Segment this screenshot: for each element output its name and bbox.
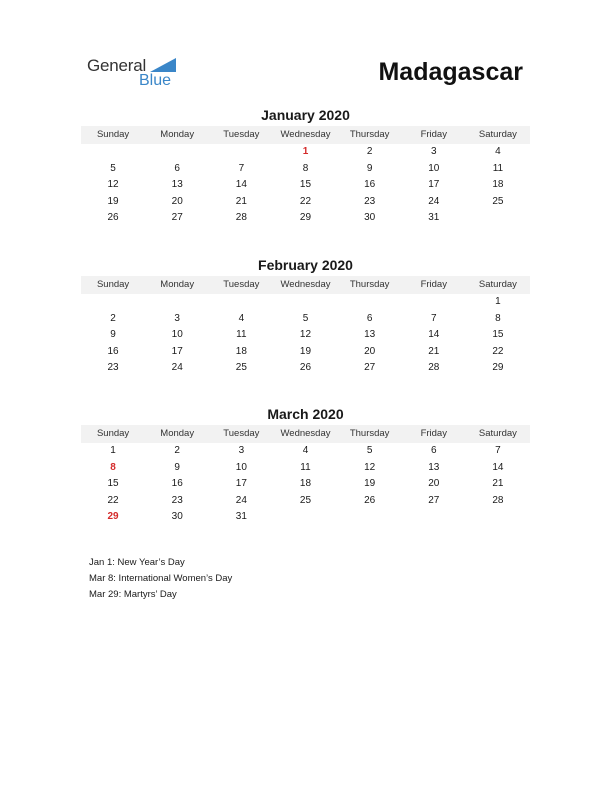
day-cell: 2	[110, 312, 116, 324]
day-cell: 28	[235, 212, 247, 224]
holiday-note: Jan 1: New Year’s Day	[89, 557, 185, 568]
week-row	[81, 443, 530, 460]
day-cell: 27	[428, 494, 440, 506]
weekday-label: Wednesday	[280, 129, 331, 140]
day-cell: 6	[174, 162, 180, 174]
day-cell: 25	[492, 195, 504, 207]
day-cell	[273, 509, 337, 526]
day-cell: 14	[492, 461, 504, 473]
day-cell: 29	[299, 212, 312, 224]
weekday-label: Thursday	[349, 279, 390, 290]
weekday-label: Monday	[160, 129, 195, 140]
day-cell: 13	[171, 179, 183, 191]
day-cell: 2	[174, 445, 180, 456]
month-march	[81, 405, 530, 526]
weekday-label: Saturday	[478, 279, 517, 290]
day-cell: 10	[171, 329, 183, 341]
day-cell: 6	[366, 312, 373, 324]
week-row	[81, 194, 530, 211]
holiday-notes	[89, 555, 232, 603]
day-cell: 12	[364, 461, 376, 473]
day-cell: 10	[235, 461, 247, 473]
weekday-label: Saturday	[478, 428, 517, 439]
day-cell: 14	[428, 329, 440, 341]
day-cell: 3	[238, 445, 245, 456]
weekday-label: Monday	[160, 428, 195, 439]
day-cell: 27	[364, 362, 376, 374]
week-row	[81, 360, 530, 377]
month-title: January 2020	[261, 107, 350, 123]
country-title: Madagascar	[378, 58, 523, 86]
day-cell: 29	[492, 362, 504, 374]
day-cell: 16	[107, 345, 119, 357]
day-cell: 4	[495, 146, 501, 157]
week-row	[81, 327, 530, 344]
day-cell: 8	[110, 461, 116, 473]
day-cell: 31	[428, 212, 440, 224]
day-cell: 9	[366, 162, 373, 174]
weekday-label: Friday	[420, 428, 447, 439]
day-cell: 5	[366, 445, 373, 456]
day-cell: 16	[171, 478, 183, 490]
day-cell: 11	[236, 329, 247, 341]
logo-triangle-icon	[150, 58, 176, 72]
day-cell: 10	[428, 162, 440, 174]
day-cell: 3	[174, 312, 180, 324]
day-cell: 17	[428, 179, 440, 191]
weekday-label: Wednesday	[280, 279, 331, 290]
day-cell: 22	[492, 345, 504, 357]
weekday-label: Friday	[420, 279, 447, 290]
day-cell: 2	[366, 146, 373, 157]
day-cell	[145, 294, 209, 311]
holiday-note: Mar 29: Martyrs’ Day	[89, 589, 177, 600]
month-title: February 2020	[258, 257, 353, 273]
day-cell: 5	[302, 312, 309, 324]
day-cell: 18	[299, 478, 312, 490]
day-cell: 28	[428, 362, 440, 374]
day-cell	[338, 294, 402, 311]
day-cell: 8	[495, 312, 501, 324]
day-cell: 22	[107, 494, 119, 506]
day-cell: 26	[107, 212, 119, 224]
week-row	[81, 161, 530, 178]
day-cell: 20	[364, 345, 376, 357]
day-cell: 17	[171, 345, 183, 357]
weekday-label: Sunday	[96, 129, 130, 140]
day-cell: 4	[238, 312, 245, 324]
day-cell: 9	[110, 329, 116, 341]
day-cell: 22	[299, 195, 312, 207]
week-row	[81, 144, 530, 161]
day-cell	[338, 509, 402, 526]
day-cell	[81, 294, 145, 311]
day-cell: 15	[107, 478, 119, 490]
day-cell: 27	[171, 212, 183, 224]
day-cell: 24	[235, 494, 247, 506]
day-cell: 20	[428, 478, 440, 490]
logo-general-text: General	[87, 56, 147, 75]
day-cell: 26	[299, 362, 312, 374]
weekday-header	[81, 425, 530, 443]
logo-blue-text: Blue	[139, 72, 172, 89]
day-cell: 19	[364, 478, 376, 490]
day-cell	[402, 294, 466, 311]
day-cell: 25	[235, 362, 247, 374]
day-cell: 7	[430, 312, 437, 324]
weekday-label: Saturday	[478, 129, 517, 140]
month-february	[81, 256, 530, 377]
day-cell: 12	[107, 179, 119, 191]
day-cell: 12	[299, 329, 312, 341]
weekday-header	[81, 126, 530, 144]
day-cell: 21	[492, 478, 504, 490]
day-cell: 28	[492, 494, 504, 506]
month-january	[81, 106, 530, 227]
day-cell	[145, 144, 209, 161]
day-cell: 8	[302, 162, 309, 174]
day-cell: 24	[171, 362, 183, 374]
day-cell: 30	[171, 511, 183, 523]
day-cell: 21	[428, 345, 440, 357]
day-cell	[209, 144, 273, 161]
day-cell: 26	[364, 494, 376, 506]
weekday-label: Sunday	[96, 279, 130, 290]
day-cell: 13	[428, 461, 440, 473]
weekday-label: Tuesday	[223, 129, 260, 140]
month-title: March 2020	[267, 406, 344, 422]
day-cell: 15	[299, 179, 312, 191]
day-cell: 7	[238, 162, 245, 174]
day-cell: 23	[364, 195, 376, 207]
day-cell	[273, 294, 337, 311]
day-cell: 29	[107, 511, 119, 523]
week-row	[81, 210, 530, 227]
weekday-label: Tuesday	[223, 428, 260, 439]
day-cell: 13	[364, 329, 376, 341]
day-cell: 17	[235, 478, 247, 490]
weekday-label: Friday	[420, 129, 447, 140]
weekday-label: Thursday	[349, 129, 390, 140]
day-cell: 24	[428, 195, 440, 207]
week-row	[81, 460, 530, 477]
day-cell: 25	[299, 494, 312, 506]
day-cell	[466, 509, 530, 526]
day-cell: 11	[300, 461, 311, 473]
day-cell: 7	[495, 445, 501, 456]
day-cell: 23	[171, 494, 183, 506]
day-cell: 18	[235, 345, 247, 357]
day-cell: 4	[302, 445, 309, 456]
day-cell: 21	[235, 195, 247, 207]
day-cell	[81, 144, 145, 161]
day-cell: 30	[364, 212, 376, 224]
day-cell	[466, 210, 530, 227]
week-row	[81, 344, 530, 361]
day-cell: 1	[110, 445, 116, 456]
day-cell: 31	[235, 511, 247, 523]
day-cell	[209, 294, 273, 311]
day-cell: 1	[302, 146, 309, 157]
day-cell: 19	[107, 195, 119, 207]
weekday-label: Monday	[160, 279, 195, 290]
weekday-label: Tuesday	[223, 279, 260, 290]
logo	[87, 56, 187, 92]
day-cell: 14	[235, 179, 247, 191]
day-cell	[402, 509, 466, 526]
day-cell: 5	[110, 162, 116, 174]
day-cell: 23	[107, 362, 119, 374]
weekday-label: Wednesday	[280, 428, 331, 439]
day-cell: 16	[364, 179, 376, 191]
day-cell: 9	[174, 461, 180, 473]
week-row	[81, 509, 530, 526]
day-cell: 3	[430, 146, 437, 157]
day-cell: 19	[299, 345, 312, 357]
day-cell: 20	[171, 195, 183, 207]
day-cell: 18	[492, 179, 504, 191]
day-cell: 6	[430, 445, 437, 456]
week-row	[81, 311, 530, 328]
week-row	[81, 476, 530, 493]
weekday-header	[81, 276, 530, 294]
weekday-label: Sunday	[96, 428, 130, 439]
day-cell: 1	[495, 296, 501, 307]
week-row	[81, 294, 530, 311]
weekday-label: Thursday	[349, 428, 390, 439]
week-row	[81, 177, 530, 194]
day-cell: 15	[492, 329, 504, 341]
holiday-note: Mar 8: International Women’s Day	[89, 573, 233, 584]
day-cell: 11	[492, 162, 504, 174]
week-row	[81, 493, 530, 510]
